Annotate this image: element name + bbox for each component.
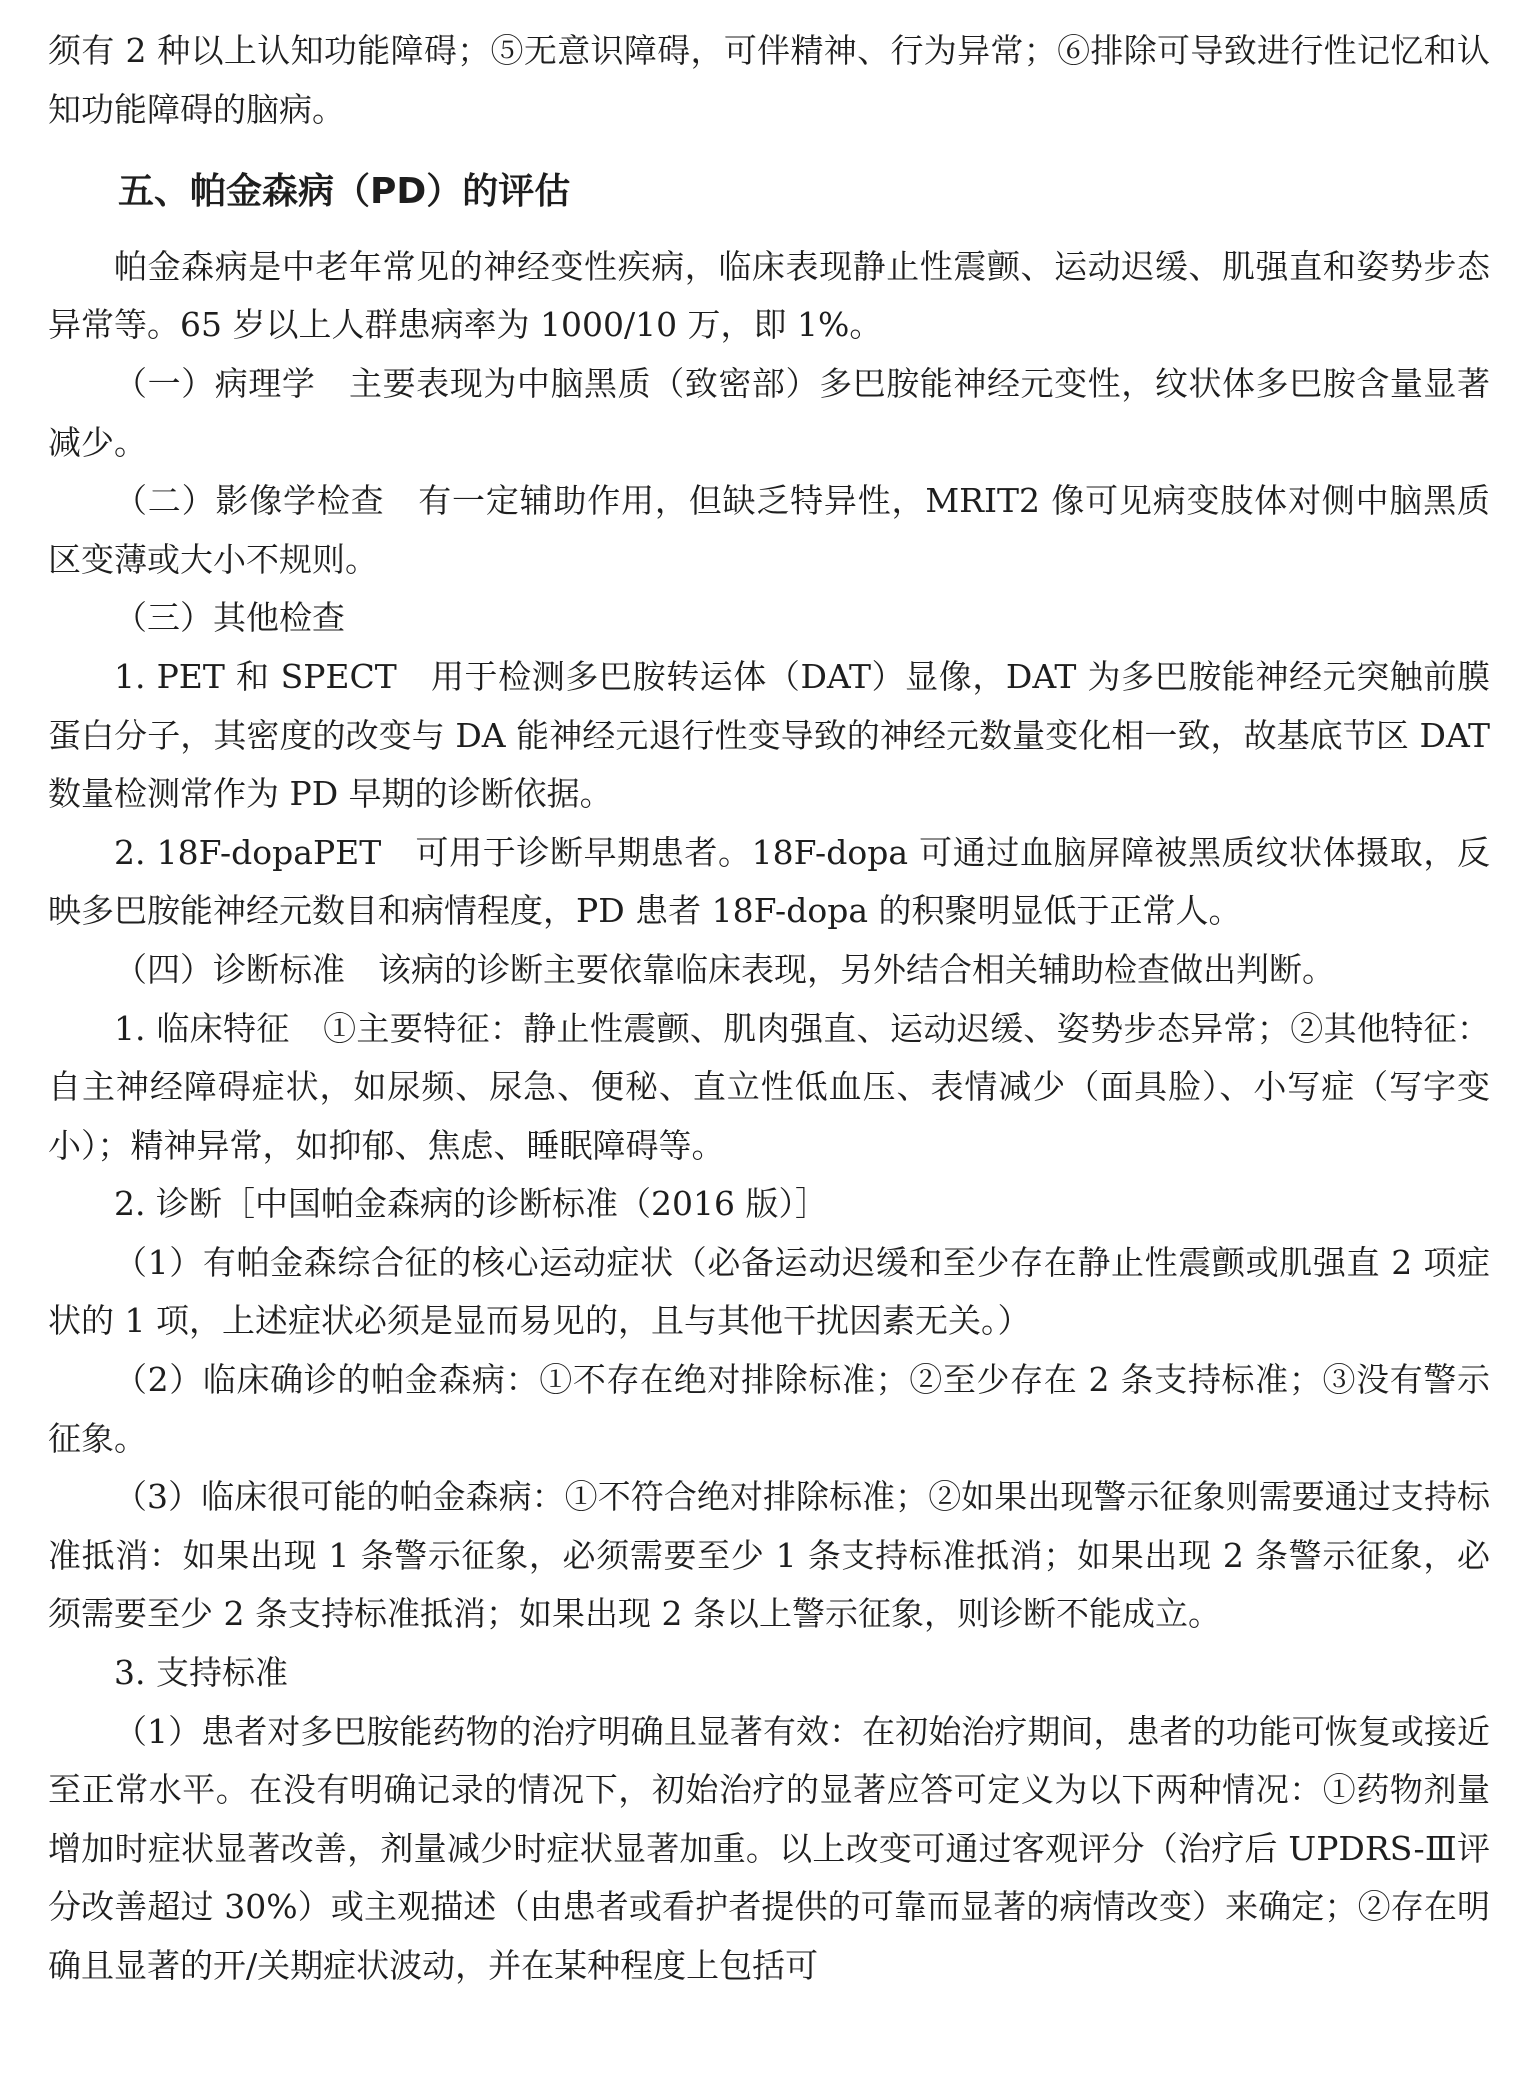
paragraph-other-exams: （三）其他检查 (114, 598, 345, 638)
document-page (48, 22, 1490, 1996)
paragraph-diagnosis-title: 2. 诊断［中国帕金森病的诊断标准（2016 版）］ (114, 1184, 828, 1224)
paragraph-criterion-3: （3）临床很可能的帕金森病：①不符合绝对排除标准；②如果出现警示征象则需要通过支持标准抵消：如果出现 1 条警示征象，必须需要至少 1 条支持标准抵消；如果出现 2 条警示征象，必须需要至少 2 条支持标准抵消；如果出现 2 条以上警示征象，则诊断不能成立。 (48, 1477, 1490, 1634)
section-heading: 五、帕金森病（PD）的评估 (118, 171, 571, 213)
paragraph-clinical-features: 1. 临床特征 ①主要特征：静止性震颤、肌肉强直、运动迟缓、姿势步态异常；②其他特征：自主神经障碍症状，如尿频、尿急、便秘、直立性低血压、表情减少（面具脸）、小写症（写字变小）；精神异常，如抑郁、焦虑、睡眠障碍等。 (48, 1008, 1490, 1165)
paragraph-intro: 帕金森病是中老年常见的神经变性疾病，临床表现静止性震颤、运动迟缓、肌强直和姿势步态异常等。65 岁以上人群患病率为 1000/10 万，即 1%。 (48, 246, 1490, 345)
paragraph-dopa-pet: 2. 18F-dopaPET 可用于诊断早期患者。18F-dopa 可通过血脑屏障被黑质纹状体摄取，反映多巴胺能神经元数目和病情程度，PD 患者 18F-dopa 的积聚明显低于正常人。 (48, 832, 1490, 931)
paragraph-continuation: 须有 2 种以上认知功能障碍；⑤无意识障碍，可伴精神、行为异常；⑥排除可导致进行性记忆和认知功能障碍的脑病。 (48, 31, 1490, 129)
paragraph-criterion-1: （1）有帕金森综合征的核心运动症状（必备运动迟缓和至少存在静止性震颤或肌强直 2 项症状的 1 项，上述症状必须是显而易见的，且与其他干扰因素无关。） (48, 1242, 1490, 1341)
paragraph-diagnostic-criteria: （四）诊断标准 该病的诊断主要依靠临床表现，另外结合相关辅助检查做出判断。 (114, 949, 1335, 989)
paragraph-pet-spect: 1. PET 和 SPECT 用于检测多巴胺转运体（DAT）显像，DAT 为多巴胺能神经元突触前膜蛋白分子，其密度的改变与 DA 能神经元退行性变导致的神经元数量变化相一致，故基底节区 DAT 数量检测常作为 PD 早期的诊断依据。 (48, 656, 1490, 814)
paragraph-imaging: （二）影像学检查 有一定辅助作用，但缺乏特异性，MRIT2 像可见病变肢体对侧中脑黑质区变薄或大小不规则。 (48, 481, 1490, 579)
paragraph-supporting-1: （1）患者对多巴胺能药物的治疗明确且显著有效：在初始治疗期间，患者的功能可恢复或接近至正常水平。在没有明确记录的情况下，初始治疗的显著应答可定义为以下两种情况：①药物剂量增加时症状显著改善，剂量减少时症状显著加重。以上改变可通过客观评分（治疗后 UPDRS-Ⅲ评分改善超过 30%）或主观描述（由患者或看护者提供的可靠而显著的病情改变）来确定；②存在明确且显著的开/关期症状波动，并在某种程度上包括可 (48, 1711, 1490, 1985)
paragraph-pathology: （一）病理学 主要表现为中脑黑质（致密部）多巴胺能神经元变性，纹状体多巴胺含量显著减少。 (48, 363, 1490, 462)
paragraph-supporting-title: 3. 支持标准 (114, 1653, 288, 1693)
paragraph-criterion-2: （2）临床确诊的帕金森病：①不存在绝对排除标准；②至少存在 2 条支持标准；③没有警示征象。 (48, 1360, 1490, 1458)
